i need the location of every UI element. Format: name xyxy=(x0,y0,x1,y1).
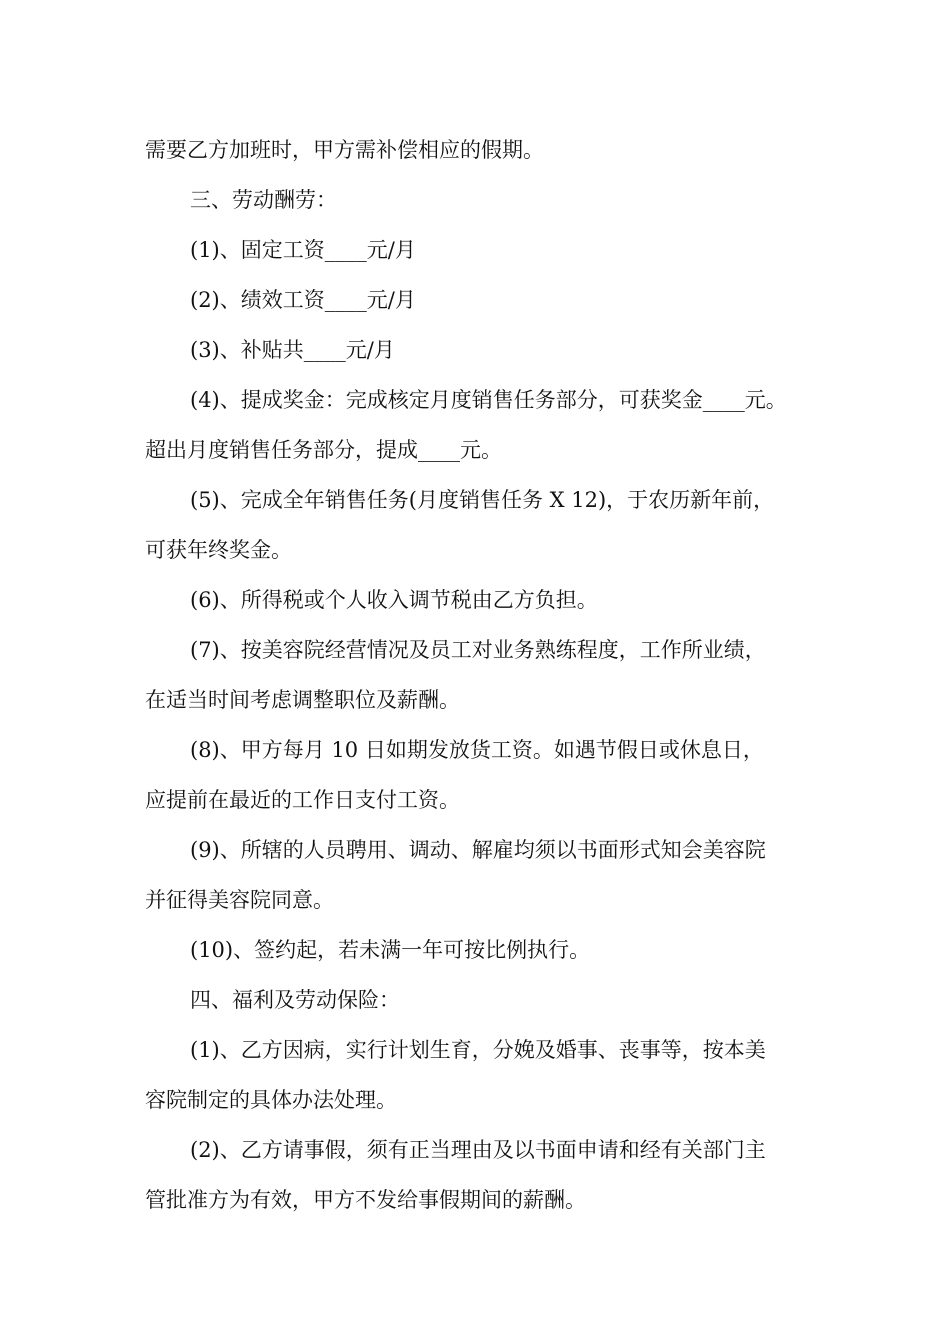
clause-proration: (10)、签约起，若未满一年可按比例执行。 xyxy=(190,938,591,962)
clause-staff-management: (9)、所辖的人员聘用、调动、解雇均须以书面形式知会美容院 xyxy=(190,838,766,862)
clause-personal-leave-cont: 管批准方为有效，甲方不发给事假期间的薪酬。 xyxy=(145,1188,586,1212)
clause-commission-bonus-cont: 超出月度销售任务部分，提成____元。 xyxy=(145,438,502,462)
clause-payday-cont: 应提前在最近的工作日支付工资。 xyxy=(145,788,460,812)
clause-performance-salary: (2)、绩效工资____元/月 xyxy=(190,288,416,312)
clause-payday: (8)、甲方每月 10 日如期发放货工资。如遇节假日或休息日， xyxy=(190,738,764,762)
clause-staff-management-cont: 并征得美容院同意。 xyxy=(145,888,334,912)
clause-commission-bonus: (4)、提成奖金：完成核定月度销售任务部分，可获奖金____元。 xyxy=(190,388,787,412)
clause-sick-leave: (1)、乙方因病，实行计划生育，分娩及婚事、丧事等，按本美 xyxy=(190,1038,766,1062)
clause-salary-adjustment: (7)、按美容院经营情况及员工对业务熟练程度，工作所业绩， xyxy=(190,638,766,662)
clause-personal-leave: (2)、乙方请事假，须有正当理由及以书面申请和经有关部门主 xyxy=(190,1138,766,1162)
clause-fixed-salary: (1)、固定工资____元/月 xyxy=(190,238,416,262)
section-heading-welfare: 四、福利及劳动保险： xyxy=(190,988,400,1012)
clause-annual-bonus: (5)、完成全年销售任务(月度销售任务 X 12)，于农历新年前， xyxy=(190,488,775,512)
clause-income-tax: (6)、所得税或个人收入调节税由乙方负担。 xyxy=(190,588,598,612)
section-heading-remuneration: 三、劳动酬劳： xyxy=(190,188,337,212)
clause-sick-leave-cont: 容院制定的具体办法处理。 xyxy=(145,1088,397,1112)
clause-annual-bonus-cont: 可获年终奖金。 xyxy=(145,538,292,562)
clause-allowance: (3)、补贴共____元/月 xyxy=(190,338,395,362)
clause-salary-adjustment-cont: 在适当时间考虑调整职位及薪酬。 xyxy=(145,688,460,712)
text-line: 需要乙方加班时，甲方需补偿相应的假期。 xyxy=(145,138,544,162)
